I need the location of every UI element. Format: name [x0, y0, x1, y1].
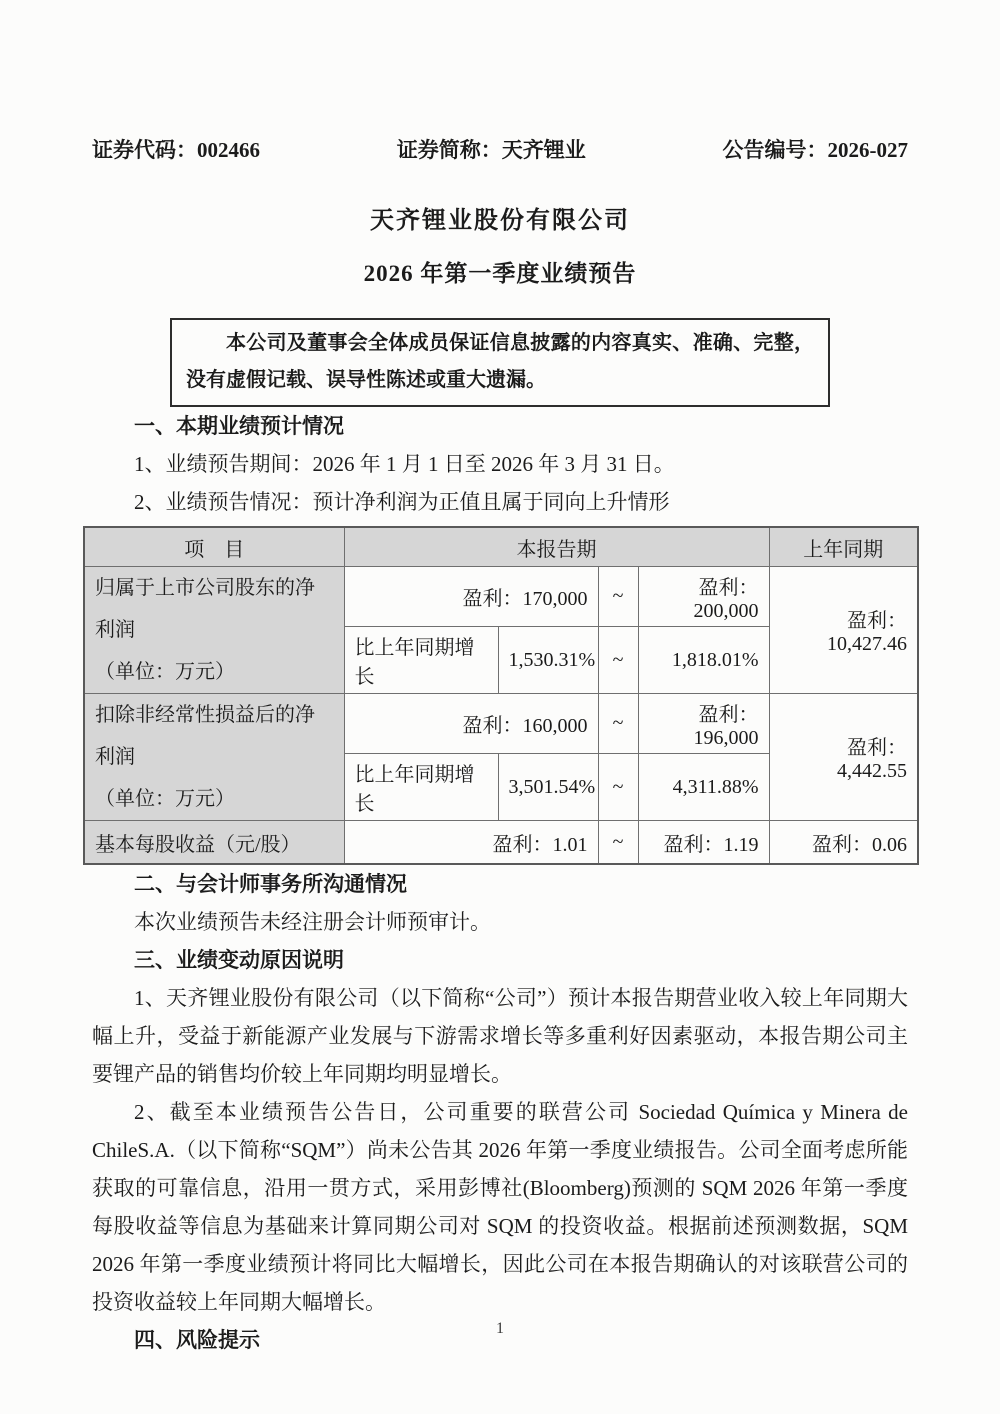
row3-profit-high: 盈利：1.19: [638, 821, 769, 865]
disclaimer-text: 本公司及董事会全体成员保证信息披露的内容真实、准确、完整，没有虚假记载、误导性陈述或重大遗漏。: [186, 332, 814, 391]
header-item: 项 目: [84, 527, 344, 567]
row1-growth-low: 1,530.31%: [498, 627, 598, 694]
table-row: [84, 694, 918, 754]
row1-item-line2: （单位：万元）: [95, 661, 235, 683]
forecast-table: [83, 526, 919, 865]
tilde-separator: ~: [598, 627, 638, 694]
row1-profit-high: 盈利：200,000: [638, 567, 769, 627]
company-title: 天齐锂业股份有限公司: [370, 208, 630, 234]
row2-item-line1: 扣除非经常性损益后的净利润: [95, 704, 315, 768]
row2-item-line2: （单位：万元）: [95, 788, 235, 810]
disclaimer-box: [170, 318, 830, 407]
row2-prior-value: 盈利：4,442.55: [769, 694, 918, 821]
row3-item-cell: 基本每股收益（元/股）: [84, 821, 344, 865]
row1-growth-label: 比上年同期增长: [344, 627, 498, 694]
tilde-separator: ~: [598, 567, 638, 627]
section1-item-situation: 2、业绩预告情况：预计净利润为正值且属于同向上升情形: [134, 490, 670, 514]
row3-profit-low: 盈利：1.01: [344, 821, 598, 865]
table-row: [84, 567, 918, 627]
tilde-separator: ~: [598, 821, 638, 865]
section2-body: 本次业绩预告未经注册会计师预审计。: [134, 910, 491, 934]
row1-item-cell: [84, 567, 344, 694]
row2-growth-label: 比上年同期增长: [344, 754, 498, 821]
table-header-row: [84, 527, 918, 567]
stock-code: 证券代码：002466: [92, 138, 260, 162]
table-row: [84, 821, 918, 865]
section4-heading: 四、风险提示: [134, 1328, 260, 1352]
row2-growth-high: 4,311.88%: [638, 754, 769, 821]
row1-item-line1: 归属于上市公司股东的净利润: [95, 577, 315, 641]
row1-profit-low: 盈利：170,000: [344, 567, 598, 627]
row2-profit-low: 盈利：160,000: [344, 694, 598, 754]
header-current-period: 本报告期: [344, 527, 769, 567]
row2-growth-low: 3,501.54%: [498, 754, 598, 821]
tilde-separator: ~: [598, 694, 638, 754]
section3-paragraph-2: 2、截至本业绩预告公告日，公司重要的联营公司 Sociedad Química y Minera de ChileS.A.（以下简称“SQM”）尚未公告其 2026 年第一季度业绩报告。公司全面考虑所能获取的可靠信息，沿用一贯方式，采用彭博社(Bloomberg)预测的 SQM 2026 年第一季度每股收益等信息为基础来计算同期公司对 SQM 的投资收益。根据前述预测数据，SQM 2026 年第一季度业绩预计将同比大幅增长，因此公司在本报告期确认的对该联营公司的投资收益较上年同期大幅增长。: [92, 1100, 908, 1314]
report-title: 2026 年第一季度业绩预告: [363, 261, 637, 286]
row1-prior-value: 盈利：10,427.46: [769, 567, 918, 694]
section1-heading: 一、本期业绩预计情况: [134, 414, 344, 438]
row2-item-cell: [84, 694, 344, 821]
stock-name: 证券简称：天齐锂业: [396, 138, 586, 162]
page-number: 1: [496, 1320, 504, 1337]
document-header: [92, 0, 908, 162]
section3-heading: 三、业绩变动原因说明: [134, 948, 344, 972]
row1-growth-high: 1,818.01%: [638, 627, 769, 694]
section1-item-period: 1、业绩预告期间：2026 年 1 月 1 日至 2026 年 3 月 31 日。: [134, 452, 675, 476]
row2-profit-high: 盈利：196,000: [638, 694, 769, 754]
announcement-number: 公告编号：2026-027: [722, 138, 908, 162]
section2-heading: 二、与会计师事务所沟通情况: [134, 872, 407, 896]
section3-paragraph-1: 1、天齐锂业股份有限公司（以下简称“公司”）预计本报告期营业收入较上年同期大幅上升，受益于新能源产业发展与下游需求增长等多重利好因素驱动，本报告期公司主要锂产品的销售均价较上年同期均明显增长。: [92, 986, 908, 1086]
header-prior-period: 上年同期: [769, 527, 918, 567]
row3-prior-value: 盈利：0.06: [769, 821, 918, 865]
tilde-separator: ~: [598, 754, 638, 821]
